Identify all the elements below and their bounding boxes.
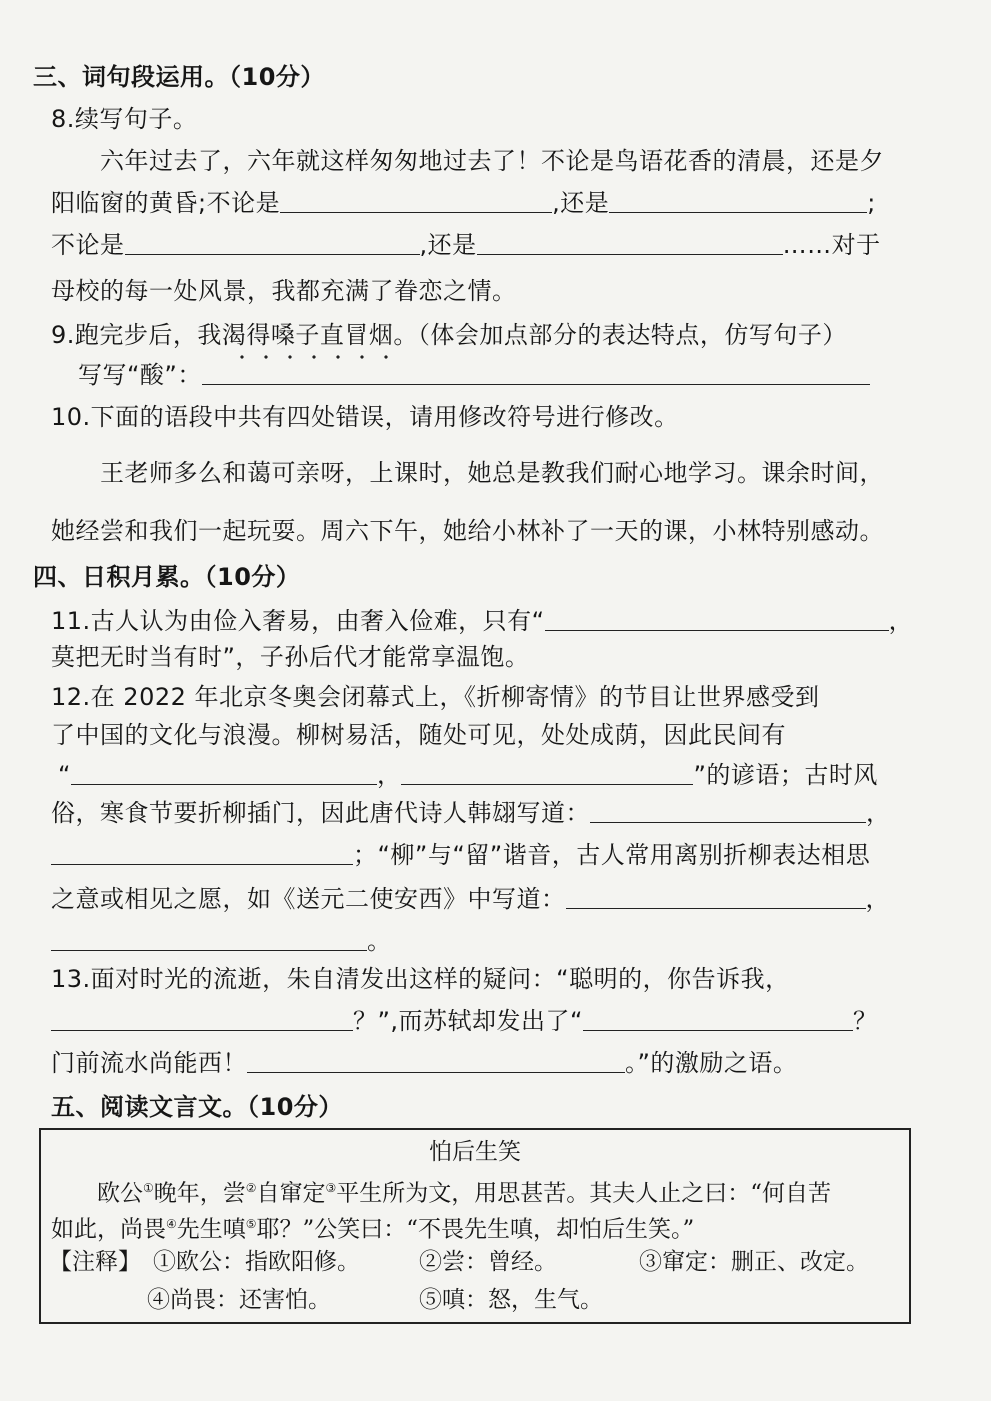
note-1: ①欧公：指欧阳修。 <box>153 1249 360 1275</box>
q10-line-1: 王老师多么和蔼可亲呀，上课时，她总是教我们耐心地学习。课余时间， <box>100 459 884 487</box>
q12-text: 之意或相见之愿，如《送元二使安西》中写道： <box>51 885 566 913</box>
q9-line-2 <box>78 358 870 392</box>
q12-text: ”的谚语；古时风 <box>693 761 878 789</box>
q12-line-5 <box>51 838 870 872</box>
footnote-mark: ④ <box>166 1217 177 1231</box>
note-5: ⑤嗔：怒，生气。 <box>419 1287 603 1313</box>
q13-text: 。”的激励之语。 <box>625 1049 798 1077</box>
q12-text: ， <box>865 885 890 913</box>
q8-text: ……对于 <box>782 231 881 259</box>
passage-text: 晚年，尝 <box>153 1180 246 1207</box>
q12-text: 俗，寒食节要折柳插门，因此唐代诗人韩翃写道： <box>51 799 590 827</box>
q12-text: 。 <box>367 927 392 955</box>
note-3: ③窜定：删正、改定。 <box>639 1249 869 1275</box>
q11-line-1 <box>51 604 913 638</box>
note-2: ②尝：曾经。 <box>419 1249 557 1275</box>
passage-text: 耶？”公笑曰：“不畏先生嗔，却怕后生笑。” <box>256 1216 695 1243</box>
q8-line-4: 母校的每一处风景，我都充满了眷恋之情。 <box>51 277 517 305</box>
q8-line-2 <box>51 186 876 220</box>
q11-line-2: 莫把无时当有时”，子孙后代才能常享温饱。 <box>51 643 530 671</box>
q12-text: ， <box>376 761 402 789</box>
q12-line-4 <box>51 796 891 830</box>
q12-line-1: 12.在 2022 年北京冬奥会闭幕式上，《折柳寄情》的节目让世界感受到 <box>51 683 820 711</box>
q8-blank-4[interactable] <box>477 232 783 255</box>
q12-blank-3[interactable] <box>590 800 866 823</box>
passage-line-2 <box>51 1208 694 1246</box>
q8-text: ,还是 <box>419 231 477 259</box>
q13-line-1: 13.面对时光的流逝，朱自清发出这样的疑问：“聪明的，你告诉我， <box>51 965 790 993</box>
section-5-heading: 五、阅读文言文。（10分） <box>51 1093 343 1121</box>
footnote-mark: ③ <box>325 1181 337 1195</box>
q12-line-3 <box>58 758 878 792</box>
q8-blank-2[interactable] <box>609 190 867 213</box>
passage-text: 先生嗔 <box>176 1216 246 1243</box>
q13-text: ？”,而苏轼却发出了“ <box>353 1007 583 1035</box>
q8-line-3 <box>51 228 881 262</box>
classical-passage-box <box>39 1128 911 1324</box>
footnote-mark: ① <box>143 1181 154 1195</box>
q11-text: 11.古人认为由俭入奢易，由奢入俭难，只有“ <box>51 607 545 635</box>
q12-line-7 <box>51 924 392 958</box>
note-4: ④尚畏：还害怕。 <box>147 1287 331 1313</box>
q9-text: 。（体会加点部分的表达特点，仿写句子） <box>393 321 847 349</box>
q8-blank-3[interactable] <box>125 232 420 255</box>
q10-label: 10.下面的语段中共有四处错误，请用修改符号进行修改。 <box>51 403 679 431</box>
q12-text: ；“柳”与“留”谐音，古人常用离别折柳表达相思 <box>353 841 871 869</box>
passage-title: 怕后生笑 <box>429 1139 521 1165</box>
q9-text: 9.跑完步后，我 <box>51 321 222 349</box>
q13-line-3 <box>51 1046 797 1080</box>
q13-text: ？ <box>853 1007 878 1035</box>
q13-blank-2[interactable] <box>583 1008 853 1031</box>
footnote-mark: ⑤ <box>245 1217 257 1231</box>
q8-text: 不论是 <box>51 231 125 259</box>
q12-blank-1[interactable] <box>71 762 377 785</box>
q12-text: “ <box>58 761 71 789</box>
q8-blank-1[interactable] <box>280 190 552 213</box>
footnote-mark: ② <box>245 1181 257 1195</box>
passage-text: 平生所为文，用思甚苦。其夫人止之曰：“何自苦 <box>336 1180 832 1207</box>
q8-text: ; <box>867 189 876 217</box>
q11-blank[interactable] <box>545 608 889 631</box>
notes-label: 【注释】 <box>49 1249 141 1275</box>
passage-text: 欧公 <box>97 1180 143 1207</box>
section-4-heading: 四、日积月累。（10分） <box>33 563 301 591</box>
q12-line-2: 了中国的文化与浪漫。柳树易活，随处可见，处处成荫，因此民间有 <box>51 721 786 749</box>
passage-line-1 <box>97 1172 831 1210</box>
q8-line-1: 六年过去了，六年就这样匆匆地过去了！不论是鸟语花香的清晨，还是夕 <box>100 147 884 175</box>
section-3-heading: 三、词句段运用。（10分） <box>33 63 325 91</box>
q12-blank-4[interactable] <box>51 842 353 865</box>
q12-line-6 <box>51 882 890 916</box>
q11-text: ， <box>888 607 914 635</box>
q9-text: 写写“酸”： <box>78 361 202 389</box>
passage-text: 如此，尚畏 <box>51 1216 166 1243</box>
q12-blank-5[interactable] <box>566 886 866 909</box>
q12-blank-2[interactable] <box>401 762 693 785</box>
q9-blank[interactable] <box>202 362 870 385</box>
q13-blank-3[interactable] <box>247 1050 625 1073</box>
q13-text: 门前流水尚能西！ <box>51 1049 247 1077</box>
q9-line-1 <box>51 318 847 352</box>
passage-text: 自窜定 <box>256 1180 326 1207</box>
q8-text: 阳临窗的黄昏;不论是 <box>51 189 281 217</box>
q10-line-2: 她经尝和我们一起玩耍。周六下午，她给小林补了一天的课，小林特别感动。 <box>51 517 884 545</box>
q9-dotted-phrase: 渴得嗓子直冒烟 <box>222 318 394 352</box>
q12-blank-6[interactable] <box>51 928 367 951</box>
q13-blank-1[interactable] <box>51 1008 353 1031</box>
q12-text: ， <box>866 799 891 827</box>
q13-line-2 <box>51 1004 878 1038</box>
q8-label: 8.续写句子。 <box>51 105 198 133</box>
q8-text: ,还是 <box>552 189 610 217</box>
